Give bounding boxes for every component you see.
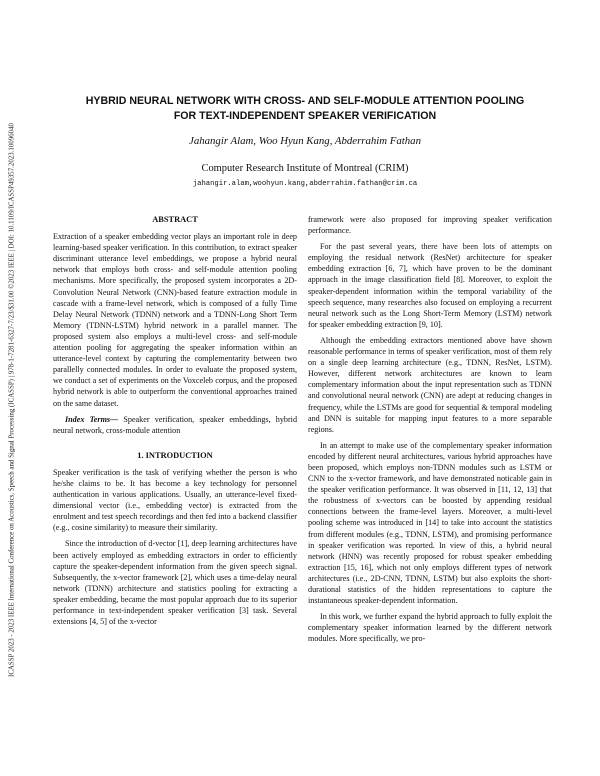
- right-paragraph-1: For the past several years, there have been lots of attempts on employing the residual network (ResNet) architecture for speaker embedding extraction [6, 7], which have proven to be the dominant approach in the image classification field [8]. Moreover, to exploit the speaker-dependent information within the temporal variability of the speech sequence, many researches also focused on employing a recurrent neural network such as the Long Short-Term Memory (LSTM) network for speaker embedding extraction [9, 10].: [308, 242, 552, 329]
- right-paragraph-3: In an attempt to make use of the complementary speaker information encoded by different neural architectures, various hybrid approaches have been proposed, which employs non-TDNN modules such as LSTM or CNN to the x-vector framework, and have demonstrated noticable gain in the speaker verification performance. It was observed in [11, 12, 13] that the robustness of x-vectors can be boosted by appending residual connections between the frame-level layers. Moreover, a multi-level pooling scheme was introduced in [14] to take into account the statistics from different modules (e.g., TDNN, LSTM), and promising performance in speaker verification was reported. In view of this, a hybrid neural network (HNN) was recently proposed for robust speaker embedding extraction [15, 16], which not only employs different types of network architectures (i.e., 2D-CNN, TDNN, LSTM) but also exploits the short-durational statistics of the hidden representations to capture the instantaneous speaker-dependent information.: [308, 440, 552, 606]
- index-terms-text: Speaker verification, speaker embeddings, hybrid neural network, cross-module attention: [53, 414, 298, 435]
- paper-title-line-2: FOR TEXT-INDEPENDENT SPEAKER VERIFICATION: [173, 109, 437, 122]
- abstract-heading: ABSTRACT: [152, 215, 198, 224]
- right-paragraph-2: Although the embedding extractors mentioned above have shown reasonable performance in terms of speaker verification, most of them rely on a single deep learning architecture (e.g., TDNN, ResNet, LSTM). However, different network architectures are known to learn complementary information about the input representation such as TDNN and convolutional neural network (CNN) are adept at reducing changes in frequency, while the LSTMs are good for sequential & temporal modeling and DNN is suitable for mapping input features to a more separable regions.: [308, 335, 552, 434]
- introduction-heading: 1. INTRODUCTION: [137, 450, 213, 460]
- paper-title: [40, 94, 570, 123]
- index-terms-label: Index Terms—: [65, 414, 119, 424]
- left-column: [53, 212, 297, 632]
- author-emails: jahangir.alam,woohyun.kang,abderrahim.fathan@crim.ca: [192, 180, 418, 188]
- right-paragraph-0: framework were also proposed for improving speaker verification performance.: [308, 215, 552, 236]
- doi-sidebar-text: ICASSP 2023 - 2023 IEEE International Conference on Acoustics, Speech and Signal Processing (ICASSP) | 978-1-7281-6327-7/23/$31.00 ©2023 IEEE | DOI: 10.1109/ICASSP49357.2023.10096040: [8, 123, 16, 677]
- abstract-text: Extraction of a speaker embedding vector plays an important role in deep learning-based speaker verification. In this contribution, to extract speaker discriminant utterance level embeddings, we propose a hybrid neural network that employs both cross- and self-module attention pooling mechanisms. More specifically, the proposed system incorporates a 2D-Convolution Neural Network (CNN)-based feature extraction module in cascade with a frame-level network, which is composed of a fully Time Delay Neural Network (TDNN) network and a TDNN-Long Short Term Memory (TDNN-LSTM) hybrid network in a parallel manner. The proposed system also employs a multi-level cross- and self-module attention pooling for aggregating the speaker information within an utterance-level context by capturing the complementarity between two parallelly connected modules. In order to evaluate the proposed system, we conduct a set of experiments on the Voxceleb corpus, and the proposed hybrid network is able to outperform the conventional approaches trained on the same dataset.: [53, 232, 297, 408]
- author-list: Jahangir Alam, Woo Hyun Kang, Abderrahim Fathan: [189, 135, 421, 147]
- affiliation: Computer Research Institute of Montreal (CRIM): [201, 163, 409, 174]
- doi-sidebar: [6, 70, 18, 730]
- intro-paragraph-2: Since the introduction of d-vector [1], deep learning architectures have been actively employed as embedding extractors in order to efficiently capture the speaker-dependent information from the given speech signal. Subsequently, the x-vector framework [2], which uses a time-delay neural network (TDNN) architecture and statistics pooling for extracting a speaker embedding, became the most popular approach due to its superior performance in text-independent speaker verification [3] task. Several extensions [4, 5] of the x-vector: [53, 539, 297, 627]
- right-paragraph-4: In this work, we further expand the hybrid approach to fully exploit the complementary speaker information learned by the different network modules. More specifically, we pro-: [308, 612, 552, 644]
- intro-paragraph-1: Speaker verification is the task of verifying whether the person is who he/she claims to be. It has become a key technology for personnel authentication in various applications. Usually, an utterance-level fixed-dimensional vector (i.e., embedding vector) is extracted from the enrolment and test speech recordings and then fed into a backend classifier (e.g., cosine similarity) to measure their similarity.: [53, 467, 297, 533]
- paper-title-line-1: HYBRID NEURAL NETWORK WITH CROSS- AND SELF-MODULE ATTENTION POOLING: [85, 95, 525, 107]
- right-column: [308, 214, 552, 649]
- index-terms: [53, 414, 297, 436]
